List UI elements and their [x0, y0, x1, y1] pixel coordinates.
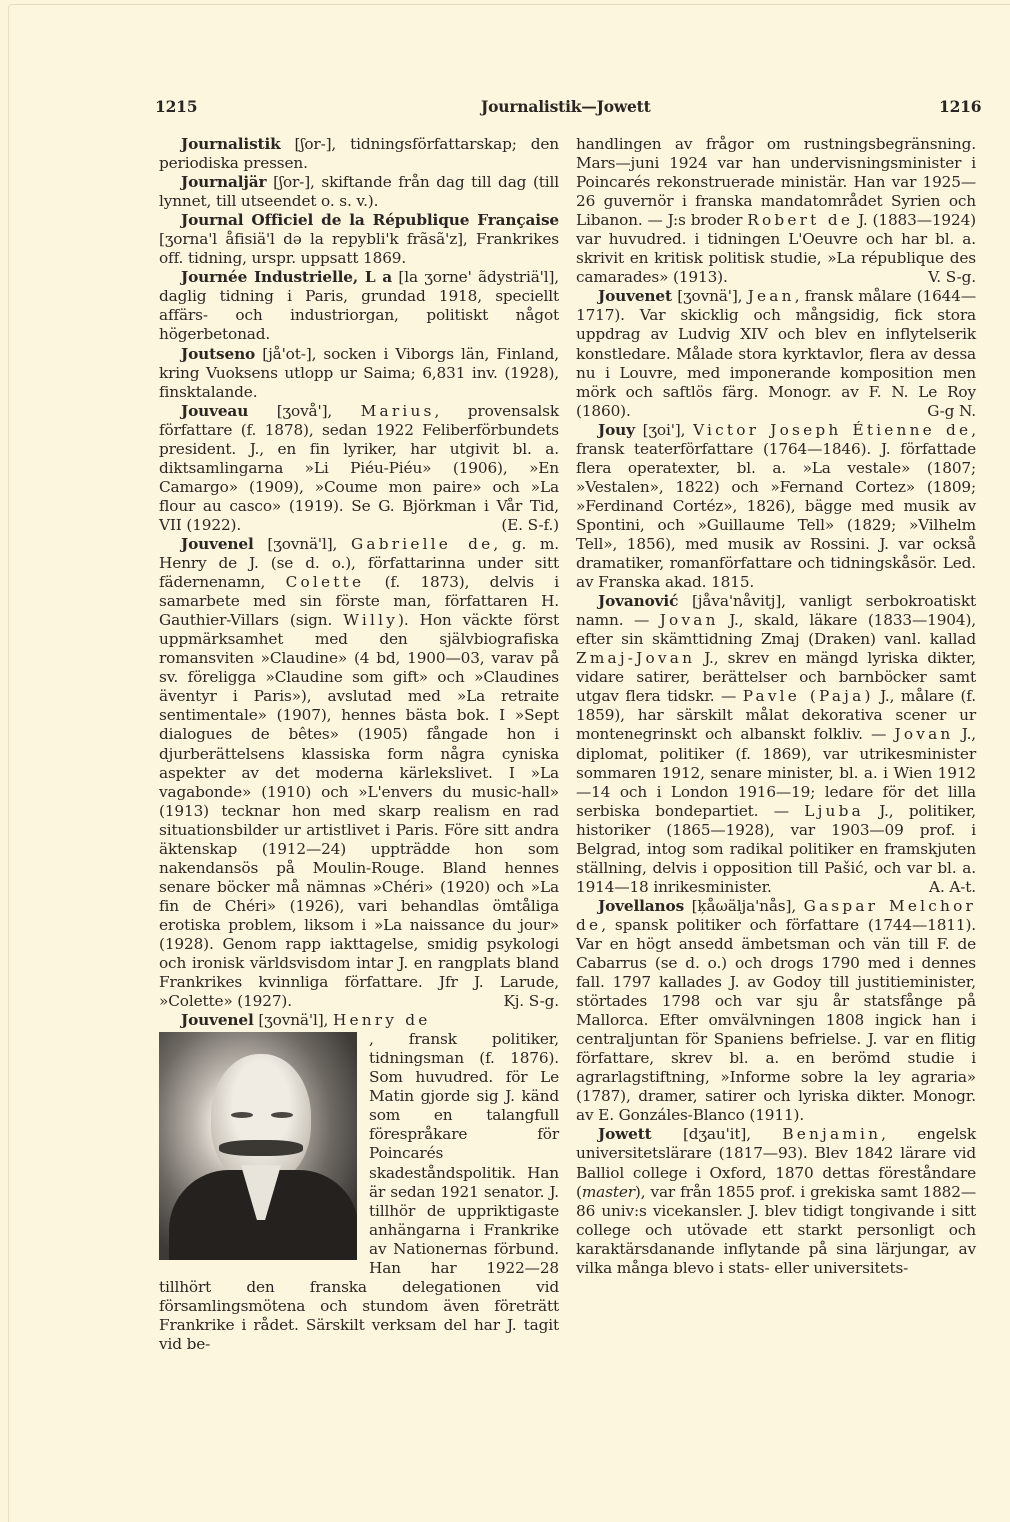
entry-text: handlingen av frågor om rustningsbegränsning. Mars—juni 1924 var han undervisningsminister i Poincarés rekonstruerade ministär. Han var 1925—26 guvernör i franska mandatområdet Syrien och Libanon. — J:s broder — [576, 135, 976, 230]
entry-jouvenel-henry-continued — [576, 135, 976, 287]
pronunciation: [ʒoi'], — [634, 420, 694, 439]
headword: Joutseno — [181, 344, 256, 363]
entry-text: [jå'ot-], socken i Viborgs län, Finland, kring Vuoksens utlopp ur Saima; 6,831 inv. (1928), finsktalande. — [159, 344, 559, 401]
entry-text: J., skrev en mängd lyriska dikter, vidare satirer, berättelser och barnböcker samt utgav flera tidskr. — — [576, 649, 976, 706]
italic-term: master — [581, 1182, 635, 1201]
headword: Journée Industrielle, L a — [181, 268, 393, 287]
running-title: Journalistik—Jowett — [481, 97, 651, 116]
entry-text: , spansk politiker och författare (1744—1811). Var en högt ansedd ämbetsman och vän till F. de Cabarrus (se d. o.) och drogs 1790 med i dennes fall. 1797 kallades J. av Godoy till justitieminister, störtades 1798 och var sju år statsfånge på Mallorca. Efter omvälvningen 1808 ingick han i centraljuntan för Spaniens befrielse. J. var en flitig författare, skrev bl. a. en berömd studie i agrarlagstiftning, »Informe sobre la ley agraria» (1787), dramer, satirer och lyriska dikter. Monogr. av E. Gonzáles-Blanco (1911). — [576, 915, 976, 1125]
entry-text: J., skald, läkare (1833—1904), efter sin skämttidning Zmaj (Draken) vanl. kallad — [576, 611, 977, 649]
entry-text: (f. 1873), delvis i samarbete med sin förste man, författaren H. Gauthier-Villars (sign. — [159, 573, 560, 630]
right-column — [576, 135, 976, 1278]
entry-text: , fransk teaterförfattare (1764—1846). J. författade flera operatexter, bl. a. »La vestale» (1807; »Vestalen», 1822) och »Fernand Cortez» (1809; »Ferdinand Cortéz», 1826), bägge med musik av Spontini, och »Guillaume Tell» (1829; »Vilhelm Tell», 1856), med musik av Rossini. J. var också dramatiker, romanförfattare och tidningskåsör. Led. av Franska akad. 1815. — [576, 420, 976, 592]
entry-jouy — [576, 421, 976, 592]
entry-journalistik — [159, 135, 559, 173]
entry-text: , engelsk universitetslärare (1817—93). Blev 1842 lärare vid Balliol college i Oxford, 1870 dettas föreståndare ( — [576, 1125, 976, 1201]
entry-jouvenel-henry — [159, 1011, 559, 1354]
entry-jovellanos — [576, 897, 976, 1126]
headword: Jouvenel — [181, 1011, 254, 1030]
page-number-right: 1216 — [939, 97, 982, 116]
pronunciation: [ʒovnä'l], — [253, 534, 351, 553]
headword: Jovellanos — [598, 896, 685, 915]
person-name: Gabrielle de — [351, 534, 494, 553]
portrait-head — [211, 1054, 311, 1184]
headword: Jowett — [598, 1125, 652, 1144]
person-name: Zmaj-Jovan — [576, 649, 696, 668]
person-name: Benjamin — [782, 1125, 882, 1144]
author-signature: G-g N. — [927, 401, 976, 420]
pen-name: Colette — [285, 573, 365, 592]
pronunciation: [dʒau'it], — [651, 1125, 783, 1144]
entry-text: J., målare (f. 1859), har särskilt målat dekorativa scener ur montenegrinskt och albanskt folkliv. — — [576, 687, 976, 744]
entry-jowett — [576, 1125, 976, 1277]
person-name: Victor Joseph Étienne de — [693, 420, 972, 439]
entry-joutseno — [159, 345, 559, 402]
author-signature: (E. S-f.) — [501, 515, 559, 534]
encyclopedia-page — [8, 4, 1010, 1522]
entry-journal-officiel — [159, 211, 559, 268]
entry-journaljar — [159, 173, 559, 211]
entry-text: , g. m. Henry de J. (se d. o.), författarinna under sitt fädernenamn, — [159, 534, 559, 592]
pronunciation: [ʒovnä'l], — [253, 1011, 333, 1030]
headword: Journalistik — [181, 135, 281, 153]
portrait-photo — [159, 1032, 357, 1260]
entry-text: [ʒorna'l åfisiä'l də la repybli'k frãsã'z], Frankrikes off. tidning, urspr. uppsatt 1869. — [159, 230, 559, 268]
pronunciation: [ʒovå'], — [248, 401, 361, 420]
entry-text: J., diplomat, politiker (f. 1869), var utrikesminister sommaren 1912, senare minister, bl. a. i Wien 1912—14 och i London 1916—19; ledare för det lilla serbiska bondepartiet. — — [576, 725, 976, 820]
entry-journee-industrielle — [159, 268, 559, 344]
person-name: Jovan — [894, 725, 954, 744]
headword: Journal Officiel de la République Française — [181, 211, 559, 230]
entry-text: [ʃor-], skiftande från dag till dag (till lynnet, till utseendet o. s. v.). — [159, 173, 559, 211]
entry-text: , fransk politiker, tidningsman (f. 1876). Som huvudred. för Le Matin gjorde sig J. känd som en talangfull förespråkare för Poincarés skadeståndspolitik. Han är sedan 1921 senator. J. tillhör de uppriktigaste anhängarna i Frankrike av Nationernas förbund. Han har 1922—28 tillhört den franska delegationen vid församlingsmötena och stundom även företrätt Frankrike i rådet. Särskilt verksam del har J. tagit vid be- — [159, 1030, 559, 1353]
entry-text: J. (1883—1924) var huvudred. i tidningen L'Oeuvre och har bl. a. skrivit en kritisk politisk studie, »La république des camarades» (1913). — [576, 211, 976, 287]
portrait-moustache — [219, 1140, 303, 1156]
person-name: Gaspar Melchor de — [576, 896, 976, 934]
headword: Jouy — [598, 420, 635, 439]
person-name: Jovan — [659, 611, 719, 630]
entry-text: [jåva'nåvitj], vanligt serbokroatiskt namn. — — [576, 592, 976, 630]
headword: Jouveau — [181, 401, 249, 420]
entry-text: ), var från 1855 prof. i grekiska samt 1882—86 univ:s vicekansler. J. blev tidigt tongivande i sitt college och utövade ett starkt personligt och karaktärsdanande inflytande på sina lärjungar, av vilka många blevo i stats- eller universitets- — [576, 1182, 976, 1277]
entry-text: [ʃor-], tidningsförfattarskap; den periodiska pressen. — [159, 135, 559, 173]
entry-jouvenel-gabrielle — [159, 535, 559, 1011]
person-name: Henry de — [332, 1011, 431, 1030]
headword: Journaljär — [181, 173, 267, 192]
headword: Jouvenel — [181, 534, 254, 553]
pronunciation: [ķåωälja'nås], — [684, 896, 804, 915]
person-name: Marius — [360, 401, 435, 420]
author-signature: V. S-g. — [928, 268, 976, 287]
author-signature: A. A-t. — [929, 877, 976, 896]
entry-jouveau — [159, 402, 559, 535]
entry-text: , provensalsk författare (f. 1878), sedan 1922 Feliberförbundets president. J., en fin lyriker, har utgivit bl. a. diktsamlingarna »Li Piéu-Piéu» (1906), »En Camargo» (1909), »Coume mon paire» och »La flour au casco» (1919). Se G. Björkman i Vår Tid, VII (1922). — [159, 401, 559, 534]
author-signature: Kj. S-g. — [503, 992, 559, 1011]
entry-text: [la ʒorne' ãdystriä'l], daglig tidning i Paris, grundad 1918, speciellt affärs- och industriorgan, politiskt något högerbetonad. — [159, 268, 559, 344]
pen-name: Willy — [343, 611, 399, 630]
headword: Jouvenet — [598, 287, 672, 306]
person-name: Jean — [747, 287, 795, 306]
person-name: Pavle (Paja) — [742, 687, 874, 706]
entry-jouvenet — [576, 287, 976, 420]
headword: Jovanović — [598, 592, 679, 611]
page-number-left: 1215 — [155, 97, 198, 116]
entry-text: , fransk målare (1644—1717). Var skicklig och mångsidig, fick stora uppdrag av Ludvig XIV och blev en inflytelserik konstledare. Målade stora kyrktavlor, flera av dessa nu i Louvre, med imponerande komposition men mörk och saftlös färg. Monogr. av F. N. Le Roy (1860). — [576, 287, 976, 420]
person-name: Ljuba — [804, 801, 864, 820]
pronunciation: [ʒovnä'], — [671, 287, 748, 306]
entry-jovanovic — [576, 592, 976, 897]
person-name: Robert de — [747, 211, 854, 230]
entry-text: ). Hon väckte först uppmärksamhet med den självbiografiska romansviten »Claudine» (4 bd, 1900—03, varav på sv. föreligga »Claudine som gift» och »Claudines äventyr i Paris»), avslutad med »La retraite sentimentale» (1907), hennes bästa bok. I »Sept dialogues de bêtes» (1905) fångade hon i djurberättelsens klassiska form några cyniska aspekter av det moderna kärlekslivet. I »La vagabonde» (1910) och »L'envers du music-hall» (1913) tecknar hon med skarp realism en rad situationsbilder ur artistlivet i Paris. Före sitt andra äktenskap (1912—24) uppträdde hon som nakendansös på Moulin-Rouge. Bland hennes senare böcker må nämnas »Chéri» (1920) och »La fin de Chéri» (1926), vari behandlas ömtåliga erotiska problem, liksom i »La naissance du jour» (1928). Genom rapp iakttagelse, smidig psykologi och ironisk världsvisdom intar J. en rangplats bland Frankrikes kvinnliga författare. Jfr J. Larude, »Colette» (1927). — [159, 611, 559, 1011]
left-column — [159, 135, 559, 1354]
entry-text: J., politiker, historiker (1865—1928), var 1903—09 prof. i Belgrad, intog som radikal politiker en framskjuten ställning, delvis i opposition till Pašić, och var bl. a. 1914—18 inrikesminister. — [576, 801, 976, 896]
